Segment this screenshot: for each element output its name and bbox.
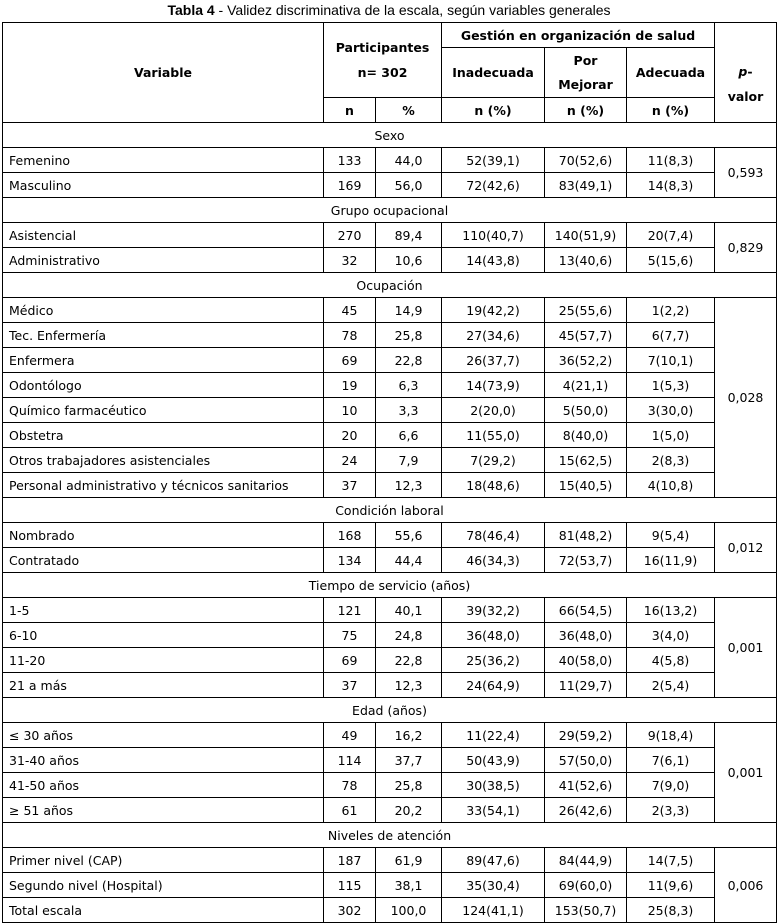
table-row [3, 898, 777, 923]
por-mejorar-cell: 45(57,7) [545, 323, 627, 348]
por-mejorar-cell: 41(52,6) [545, 773, 627, 798]
pct-cell: 37,7 [376, 748, 442, 773]
por-mejorar-cell: 72(53,7) [545, 548, 627, 573]
inadecuada-cell: 39(32,2) [442, 598, 545, 623]
inadecuada-cell: 14(43,8) [442, 248, 545, 273]
inadecuada-cell: 50(43,9) [442, 748, 545, 773]
table-row [3, 673, 777, 698]
n-cell: 114 [324, 748, 376, 773]
por-mejorar-cell: 81(48,2) [545, 523, 627, 548]
por-mejorar-cell: 70(52,6) [545, 148, 627, 173]
section-label: Edad (años) [3, 698, 777, 723]
adecuada-cell: 16(11,9) [627, 548, 715, 573]
adecuada-cell: 9(5,4) [627, 523, 715, 548]
table-row [3, 348, 777, 373]
variable-cell: ≥ 51 años [3, 798, 324, 823]
section-label: Condición laboral [3, 498, 777, 523]
inadecuada-cell: 19(42,2) [442, 298, 545, 323]
n-cell: 121 [324, 598, 376, 623]
variable-cell: Personal administrativo y técnicos sanitarios [3, 473, 324, 498]
section-label: Niveles de atención [3, 823, 777, 848]
inadecuada-cell: 46(34,3) [442, 548, 545, 573]
table-row [3, 548, 777, 573]
adecuada-cell: 2(3,3) [627, 798, 715, 823]
variable-cell: Total escala [3, 898, 324, 923]
variable-cell: Asistencial [3, 223, 324, 248]
inadecuada-cell: 33(54,1) [442, 798, 545, 823]
adecuada-cell: 5(15,6) [627, 248, 715, 273]
variable-cell: 41-50 años [3, 773, 324, 798]
pct-cell: 3,3 [376, 398, 442, 423]
variable-cell: 6-10 [3, 623, 324, 648]
adecuada-cell: 16(13,2) [627, 598, 715, 623]
variable-cell: Segundo nivel (Hospital) [3, 873, 324, 898]
pct-cell: 40,1 [376, 598, 442, 623]
pct-cell: 55,6 [376, 523, 442, 548]
header-participantes: Participantes n= 302 [324, 23, 442, 98]
por-mejorar-cell: 66(54,5) [545, 598, 627, 623]
table-row [3, 398, 777, 423]
section-row [3, 573, 777, 598]
variable-cell: Masculino [3, 173, 324, 198]
n-cell: 37 [324, 673, 376, 698]
n-cell: 78 [324, 323, 376, 348]
header-npct-por-mejorar: n (%) [545, 98, 627, 123]
pct-cell: 24,8 [376, 623, 442, 648]
table-row [3, 623, 777, 648]
inadecuada-cell: 11(22,4) [442, 723, 545, 748]
n-cell: 187 [324, 848, 376, 873]
pct-cell: 61,9 [376, 848, 442, 873]
adecuada-cell: 4(10,8) [627, 473, 715, 498]
por-mejorar-cell: 84(44,9) [545, 848, 627, 873]
p-value-cell: 0,001 [715, 598, 777, 698]
header-npct-adecuada: n (%) [627, 98, 715, 123]
pct-cell: 56,0 [376, 173, 442, 198]
inadecuada-cell: 72(42,6) [442, 173, 545, 198]
variable-cell: Tec. Enfermería [3, 323, 324, 348]
inadecuada-cell: 30(38,5) [442, 773, 545, 798]
table-row [3, 473, 777, 498]
inadecuada-cell: 18(48,6) [442, 473, 545, 498]
header-npct-inadecuada: n (%) [442, 98, 545, 123]
header-por-mejorar: Por Mejorar [545, 48, 627, 98]
header-adecuada: Adecuada [627, 48, 715, 98]
adecuada-cell: 25(8,3) [627, 898, 715, 923]
pct-cell: 16,2 [376, 723, 442, 748]
por-mejorar-cell: 11(29,7) [545, 673, 627, 698]
variable-cell: Otros trabajadores asistenciales [3, 448, 324, 473]
inadecuada-cell: 27(34,6) [442, 323, 545, 348]
por-mejorar-cell: 4(21,1) [545, 373, 627, 398]
n-cell: 19 [324, 373, 376, 398]
table-row [3, 423, 777, 448]
por-mejorar-cell: 57(50,0) [545, 748, 627, 773]
variable-cell: Médico [3, 298, 324, 323]
variable-cell: ≤ 30 años [3, 723, 324, 748]
adecuada-cell: 3(30,0) [627, 398, 715, 423]
table-row [3, 773, 777, 798]
section-row [3, 823, 777, 848]
adecuada-cell: 1(2,2) [627, 298, 715, 323]
variable-cell: Primer nivel (CAP) [3, 848, 324, 873]
table-row [3, 248, 777, 273]
pct-cell: 44,4 [376, 548, 442, 573]
n-cell: 45 [324, 298, 376, 323]
table-row [3, 448, 777, 473]
por-mejorar-cell: 15(62,5) [545, 448, 627, 473]
adecuada-cell: 2(5,4) [627, 673, 715, 698]
table-row [3, 148, 777, 173]
table-row [3, 173, 777, 198]
variable-cell: Femenino [3, 148, 324, 173]
variable-cell: Nombrado [3, 523, 324, 548]
n-cell: 302 [324, 898, 376, 923]
por-mejorar-cell: 153(50,7) [545, 898, 627, 923]
inadecuada-cell: 2(20,0) [442, 398, 545, 423]
section-row [3, 273, 777, 298]
por-mejorar-cell: 83(49,1) [545, 173, 627, 198]
inadecuada-cell: 25(36,2) [442, 648, 545, 673]
caption-text: - Validez discriminativa de la escala, según variables generales [214, 2, 611, 18]
adecuada-cell: 2(8,3) [627, 448, 715, 473]
p-value-cell: 0,006 [715, 848, 777, 923]
variable-cell: Administrativo [3, 248, 324, 273]
table-body [3, 123, 777, 923]
p-value-cell: 0,012 [715, 523, 777, 573]
pct-cell: 89,4 [376, 223, 442, 248]
section-label: Tiempo de servicio (años) [3, 573, 777, 598]
table-caption [0, 0, 778, 22]
n-cell: 270 [324, 223, 376, 248]
n-cell: 61 [324, 798, 376, 823]
inadecuada-cell: 78(46,4) [442, 523, 545, 548]
header-inadecuada: Inadecuada [442, 48, 545, 98]
n-cell: 37 [324, 473, 376, 498]
por-mejorar-cell: 15(40,5) [545, 473, 627, 498]
por-mejorar-cell: 69(60,0) [545, 873, 627, 898]
pct-cell: 100,0 [376, 898, 442, 923]
n-cell: 69 [324, 348, 376, 373]
pct-cell: 44,0 [376, 148, 442, 173]
adecuada-cell: 3(4,0) [627, 623, 715, 648]
results-table [2, 22, 777, 923]
por-mejorar-cell: 26(42,6) [545, 798, 627, 823]
adecuada-cell: 14(7,5) [627, 848, 715, 873]
variable-cell: 21 a más [3, 673, 324, 698]
variable-cell: Odontólogo [3, 373, 324, 398]
adecuada-cell: 11(9,6) [627, 873, 715, 898]
pct-cell: 12,3 [376, 473, 442, 498]
table-row [3, 848, 777, 873]
n-cell: 78 [324, 773, 376, 798]
inadecuada-cell: 14(73,9) [442, 373, 545, 398]
section-row [3, 698, 777, 723]
n-cell: 168 [324, 523, 376, 548]
variable-cell: Contratado [3, 548, 324, 573]
section-row [3, 123, 777, 148]
variable-cell: Químico farmacéutico [3, 398, 324, 423]
variable-cell: 31-40 años [3, 748, 324, 773]
table-row [3, 798, 777, 823]
table-row [3, 323, 777, 348]
inadecuada-cell: 124(41,1) [442, 898, 545, 923]
inadecuada-cell: 36(48,0) [442, 623, 545, 648]
n-cell: 24 [324, 448, 376, 473]
variable-cell: 1-5 [3, 598, 324, 623]
n-cell: 115 [324, 873, 376, 898]
por-mejorar-cell: 140(51,9) [545, 223, 627, 248]
inadecuada-cell: 35(30,4) [442, 873, 545, 898]
p-value-cell: 0,028 [715, 298, 777, 498]
adecuada-cell: 6(7,7) [627, 323, 715, 348]
inadecuada-cell: 89(47,6) [442, 848, 545, 873]
por-mejorar-cell: 25(55,6) [545, 298, 627, 323]
section-row [3, 198, 777, 223]
por-mejorar-cell: 36(48,0) [545, 623, 627, 648]
n-cell: 20 [324, 423, 376, 448]
adecuada-cell: 1(5,3) [627, 373, 715, 398]
pct-cell: 12,3 [376, 673, 442, 698]
table-row [3, 373, 777, 398]
header-n: n [324, 98, 376, 123]
table-row [3, 598, 777, 623]
table-row [3, 748, 777, 773]
pct-cell: 22,8 [376, 648, 442, 673]
por-mejorar-cell: 40(58,0) [545, 648, 627, 673]
pct-cell: 38,1 [376, 873, 442, 898]
inadecuada-cell: 7(29,2) [442, 448, 545, 473]
n-cell: 69 [324, 648, 376, 673]
adecuada-cell: 7(6,1) [627, 748, 715, 773]
por-mejorar-cell: 36(52,2) [545, 348, 627, 373]
pct-cell: 14,9 [376, 298, 442, 323]
inadecuada-cell: 26(37,7) [442, 348, 545, 373]
table-row [3, 873, 777, 898]
variable-cell: Obstetra [3, 423, 324, 448]
section-label: Grupo ocupacional [3, 198, 777, 223]
n-cell: 32 [324, 248, 376, 273]
inadecuada-cell: 24(64,9) [442, 673, 545, 698]
p-value-cell: 0,593 [715, 148, 777, 198]
adecuada-cell: 7(10,1) [627, 348, 715, 373]
header-p-valor: p- valor [715, 23, 777, 123]
n-cell: 169 [324, 173, 376, 198]
pct-cell: 7,9 [376, 448, 442, 473]
header-variable: Variable [3, 23, 324, 123]
table-row [3, 723, 777, 748]
adecuada-cell: 9(18,4) [627, 723, 715, 748]
section-row [3, 498, 777, 523]
pct-cell: 25,8 [376, 323, 442, 348]
n-cell: 134 [324, 548, 376, 573]
pct-cell: 6,6 [376, 423, 442, 448]
pct-cell: 20,2 [376, 798, 442, 823]
p-value-cell: 0,829 [715, 223, 777, 273]
n-cell: 133 [324, 148, 376, 173]
n-cell: 10 [324, 398, 376, 423]
table-row [3, 523, 777, 548]
table-row [3, 223, 777, 248]
adecuada-cell: 11(8,3) [627, 148, 715, 173]
adecuada-cell: 4(5,8) [627, 648, 715, 673]
por-mejorar-cell: 8(40,0) [545, 423, 627, 448]
caption-label: Tabla 4 [167, 2, 215, 18]
variable-cell: Enfermera [3, 348, 324, 373]
table-row [3, 648, 777, 673]
inadecuada-cell: 52(39,1) [442, 148, 545, 173]
table-row [3, 298, 777, 323]
adecuada-cell: 7(9,0) [627, 773, 715, 798]
pct-cell: 22,8 [376, 348, 442, 373]
adecuada-cell: 14(8,3) [627, 173, 715, 198]
section-label: Ocupación [3, 273, 777, 298]
section-label: Sexo [3, 123, 777, 148]
header-pct: % [376, 98, 442, 123]
n-cell: 49 [324, 723, 376, 748]
adecuada-cell: 20(7,4) [627, 223, 715, 248]
por-mejorar-cell: 5(50,0) [545, 398, 627, 423]
n-cell: 75 [324, 623, 376, 648]
pct-cell: 10,6 [376, 248, 442, 273]
variable-cell: 11-20 [3, 648, 324, 673]
por-mejorar-cell: 29(59,2) [545, 723, 627, 748]
header-gestion: Gestión en organización de salud [442, 23, 715, 48]
adecuada-cell: 1(5,0) [627, 423, 715, 448]
pct-cell: 25,8 [376, 773, 442, 798]
por-mejorar-cell: 13(40,6) [545, 248, 627, 273]
inadecuada-cell: 11(55,0) [442, 423, 545, 448]
inadecuada-cell: 110(40,7) [442, 223, 545, 248]
p-value-cell: 0,001 [715, 723, 777, 823]
pct-cell: 6,3 [376, 373, 442, 398]
